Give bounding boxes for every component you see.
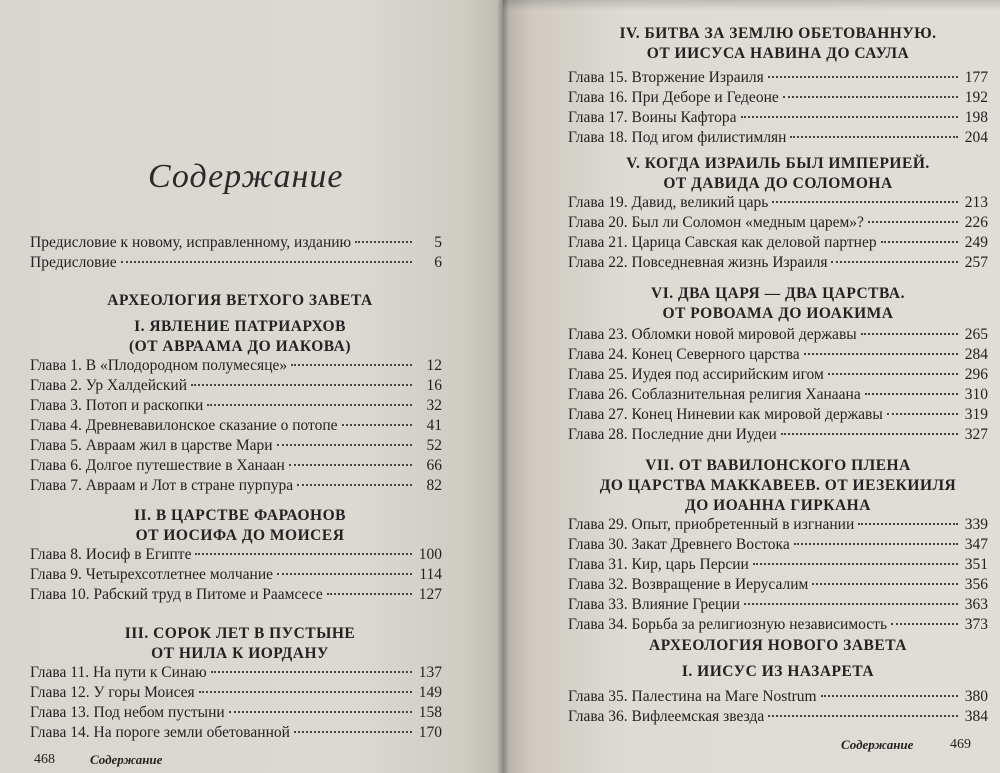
toc-entry-page: 249 <box>964 234 988 251</box>
toc-entry-title: Глава 23. Обломки новой мировой державы <box>568 326 857 343</box>
toc-entry <box>568 555 988 575</box>
toc-leader-dots <box>781 433 958 435</box>
toc-entry-page: 351 <box>964 556 988 573</box>
toc-leader-dots <box>342 424 412 426</box>
toc-entry-title: Глава 30. Закат Древнего Востока <box>568 536 790 553</box>
toc-leader-dots <box>355 241 412 243</box>
section-heading: V. КОГДА ИЗРАИЛЬ БЫЛ ИМПЕРИЕЙ. <box>626 155 930 172</box>
toc-entry <box>568 575 988 595</box>
toc-leader-dots <box>294 731 412 733</box>
toc-entry-page: 310 <box>964 386 988 403</box>
toc-leader-dots <box>297 484 412 486</box>
section-heading: ОТ РОВОАМА ДО ИОАКИМА <box>662 305 894 322</box>
toc-entry <box>568 595 988 615</box>
toc-leader-dots <box>277 573 412 575</box>
toc-entry <box>568 425 988 445</box>
toc-entry-page: 198 <box>964 109 988 126</box>
toc-entry <box>568 365 988 385</box>
toc-entry-page: 384 <box>964 708 988 725</box>
toc-leader-dots <box>790 136 958 138</box>
toc-entry <box>30 723 442 743</box>
toc-leader-dots <box>812 583 958 585</box>
toc-entry <box>568 345 988 365</box>
toc-leader-dots <box>191 384 412 386</box>
toc-entry-page: 41 <box>426 417 442 434</box>
toc-entry <box>30 356 442 376</box>
toc-entry <box>568 88 988 108</box>
toc-entry <box>568 325 988 345</box>
toc-leader-dots <box>772 201 958 203</box>
toc-entry-page: 380 <box>964 688 988 705</box>
toc-entry-page: 12 <box>426 357 442 374</box>
toc-entry-title: Глава 25. Иудея под ассирийским игом <box>568 366 824 383</box>
toc-leader-dots <box>831 261 958 263</box>
toc-entry-title: Глава 18. Под игом филистимлян <box>568 129 787 146</box>
section-heading: ДО ЦАРСТВА МАККАВЕЕВ. ОТ ИЕЗЕКИИЛЯ <box>599 477 957 494</box>
toc-entry-title: Глава 36. Вифлеемская звезда <box>568 708 765 725</box>
toc-leader-dots <box>195 553 412 555</box>
toc-entry-title: Глава 11. На пути к Синаю <box>30 664 207 681</box>
toc-entry-title: Глава 12. У горы Моисея <box>30 684 195 701</box>
toc-entry <box>568 385 988 405</box>
toc-leader-dots <box>768 715 958 717</box>
toc-leader-dots <box>858 523 958 525</box>
toc-entry-title: Глава 21. Царица Савская как деловой партнер <box>568 234 877 251</box>
toc-entry-page: 319 <box>964 406 988 423</box>
toc-entry-title: Глава 28. Последние дни Иудеи <box>568 426 777 443</box>
right-page <box>503 0 1000 773</box>
toc-entry-title: Глава 20. Был ли Соломон «медным царем»? <box>568 214 864 231</box>
toc-entry-page: 52 <box>426 437 442 454</box>
page-number-right: 469 <box>950 737 971 752</box>
toc-leader-dots <box>887 413 958 415</box>
toc-entry-page: 339 <box>964 516 988 533</box>
toc-leader-dots <box>207 404 412 406</box>
toc-entry-title: Глава 7. Авраам и Лот в стране пурпура <box>30 477 294 494</box>
toc-leader-dots <box>327 593 412 595</box>
toc-entry-page: 16 <box>426 377 442 394</box>
book-gutter <box>497 0 509 773</box>
toc-entry <box>568 128 988 148</box>
section-heading: ОТ ИОСИФА ДО МОИСЕЯ <box>135 527 345 544</box>
toc-entry <box>30 396 442 416</box>
toc-entry-title: Глава 29. Опыт, приобретенный в изгнании <box>568 516 855 533</box>
toc-entry-page: 114 <box>419 566 442 583</box>
toc-entry-page: 327 <box>964 426 988 443</box>
toc-entry-page: 284 <box>964 346 988 363</box>
toc-entry-title: Глава 15. Вторжение Израиля <box>568 69 764 86</box>
toc-entry-title: Глава 32. Возвращение в Иерусалим <box>568 576 809 593</box>
section-heading: IV. БИТВА ЗА ЗЕМЛЮ ОБЕТОВАННУЮ. <box>619 25 937 42</box>
toc-leader-dots <box>768 76 958 78</box>
toc-entry <box>30 416 442 436</box>
toc-leader-dots <box>804 353 958 355</box>
toc-entry-title: Глава 14. На пороге земли обетованной <box>30 724 290 741</box>
toc-leader-dots <box>794 543 958 545</box>
running-title-text: Содержание <box>841 737 914 752</box>
toc-entry-page: 100 <box>418 546 442 563</box>
toc-leader-dots <box>211 671 412 673</box>
toc-entry-page: 32 <box>426 397 442 414</box>
toc-leader-dots <box>277 444 412 446</box>
toc-entry <box>568 68 988 88</box>
toc-leader-dots <box>121 261 412 263</box>
toc-leader-dots <box>783 96 958 98</box>
toc-entry-title: Глава 4. Древневавилонское сказание о потопе <box>30 417 338 434</box>
toc-leader-dots <box>199 691 412 693</box>
toc-entry-page: 192 <box>964 89 988 106</box>
toc-leader-dots <box>744 603 958 605</box>
toc-entry-page: 356 <box>964 576 988 593</box>
toc-entry <box>568 233 988 253</box>
toc-entry <box>30 233 442 253</box>
toc-leader-dots <box>821 695 958 697</box>
toc-leader-dots <box>753 563 958 565</box>
section-heading: VII. ОТ ВАВИЛОНСКОГО ПЛЕНА <box>645 457 911 474</box>
toc-entry-title: Глава 5. Авраам жил в царстве Мари <box>30 437 273 454</box>
toc-entry-title: Глава 31. Кир, царь Персии <box>568 556 749 573</box>
toc-entry-title: Глава 13. Под небом пустыни <box>30 704 225 721</box>
toc-entry <box>568 253 988 273</box>
toc-leader-dots <box>865 393 958 395</box>
toc-entry-title: Глава 1. В «Плодородном полумесяце» <box>30 357 288 374</box>
toc-leader-dots <box>891 623 958 625</box>
toc-entry <box>568 213 988 233</box>
section-heading: ДО ИОАННА ГИРКАНА <box>685 497 871 514</box>
toc-entry <box>30 476 442 496</box>
toc-entry <box>568 707 988 727</box>
toc-entry <box>568 405 988 425</box>
toc-entry-title: Глава 26. Соблазнительная религия Ханаана <box>568 386 861 403</box>
toc-entry-title: Глава 8. Иосиф в Египте <box>30 546 192 563</box>
toc-entry-title: Предисловие к новому, исправленному, изданию <box>30 234 352 251</box>
toc-entry-page: 137 <box>418 664 442 681</box>
toc-leader-dots <box>881 241 958 243</box>
toc-entry <box>30 585 442 605</box>
section-heading: III. СОРОК ЛЕТ В ПУСТЫНЕ <box>124 625 356 642</box>
toc-entry-page: 5 <box>434 234 442 251</box>
toc-leader-dots <box>289 464 412 466</box>
toc-entry <box>568 108 988 128</box>
section-heading: ОТ ИИСУСА НАВИНА ДО САУЛА <box>646 45 910 62</box>
toc-entry-page: 213 <box>964 194 988 211</box>
toc-entry-page: 363 <box>964 596 988 613</box>
toc-entry-title: Глава 17. Воины Кафтора <box>568 109 737 126</box>
toc-entry-page: 265 <box>964 326 988 343</box>
toc-entry-page: 296 <box>964 366 988 383</box>
section-heading: ОТ ДАВИДА ДО СОЛОМОНА <box>663 175 893 192</box>
toc-entry <box>30 456 442 476</box>
toc-entry-page: 127 <box>418 586 442 603</box>
toc-entry-title: Глава 33. Влияние Греции <box>568 596 740 613</box>
toc-leader-dots <box>861 333 958 335</box>
toc-entry <box>30 565 442 585</box>
toc-entry-title: Глава 34. Борьба за религиозную независимость <box>568 616 888 633</box>
toc-entry-page: 177 <box>964 69 988 86</box>
toc-entry-page: 158 <box>418 704 442 721</box>
toc-leader-dots <box>828 373 958 375</box>
toc-entry-page: 347 <box>964 536 988 553</box>
toc-leader-dots <box>291 364 412 366</box>
toc-entry-title: Глава 19. Давид, великий царь <box>568 194 769 211</box>
toc-entry <box>30 683 442 703</box>
toc-entry <box>568 535 988 555</box>
toc-entry-title: Глава 10. Рабский труд в Питоме и Раамсесе <box>30 586 323 603</box>
toc-entry-title: Глава 24. Конец Северного царства <box>568 346 800 363</box>
section-heading: АРХЕОЛОГИЯ НОВОГО ЗАВЕТА <box>649 637 907 654</box>
section-heading: ОТ НИЛА К ИОРДАНУ <box>151 645 329 662</box>
contents-title: Содержание <box>148 158 344 195</box>
toc-leader-dots <box>741 116 958 118</box>
section-heading: АРХЕОЛОГИЯ ВЕТХОГО ЗАВЕТА <box>107 292 373 309</box>
toc-entry-title: Глава 27. Конец Ниневии как мировой державы <box>568 406 883 423</box>
section-heading: VI. ДВА ЦАРЯ — ДВА ЦАРСТВА. <box>651 285 905 302</box>
toc-entry-title: Глава 35. Палестина на Маге Nostrum <box>568 688 817 705</box>
toc-entry-page: 82 <box>426 477 442 494</box>
toc-entry-page: 226 <box>964 214 988 231</box>
section-heading: I. ИИСУС ИЗ НАЗАРЕТА <box>681 663 875 680</box>
toc-entry-page: 257 <box>964 254 988 271</box>
toc-entry-title: Предисловие <box>30 254 117 271</box>
toc-entry <box>30 663 442 683</box>
toc-entry <box>30 703 442 723</box>
section-heading: II. В ЦАРСТВЕ ФАРАОНОВ <box>134 507 346 524</box>
toc-entry-page: 66 <box>426 457 442 474</box>
running-title-text: Содержание <box>90 752 163 767</box>
running-title-right <box>841 737 913 754</box>
toc-entry-title: Глава 9. Четырехсотлетнее молчание <box>30 566 274 583</box>
section-heading: I. ЯВЛЕНИЕ ПАТРИАРХОВ <box>134 318 346 335</box>
toc-entry <box>30 253 442 273</box>
toc-entry <box>30 436 442 456</box>
toc-entry-title: Глава 2. Ур Халдейский <box>30 377 188 394</box>
toc-entry <box>568 615 988 635</box>
toc-entry-title: Глава 3. Потоп и раскопки <box>30 397 204 414</box>
toc-entry <box>30 376 442 396</box>
toc-entry-title: Глава 6. Долгое путешествие в Ханаан <box>30 457 285 474</box>
toc-entry <box>568 193 988 213</box>
toc-entry-title: Глава 22. Повседневная жизнь Израиля <box>568 254 828 271</box>
toc-leader-dots <box>868 221 958 223</box>
toc-entry-page: 204 <box>964 129 988 146</box>
section-heading: (ОТ АВРААМА ДО ИАКОВА) <box>128 338 351 355</box>
toc-entry-page: 149 <box>418 684 442 701</box>
toc-entry <box>568 687 988 707</box>
toc-entry <box>30 545 442 565</box>
toc-entry-page: 6 <box>434 254 442 271</box>
toc-entry <box>568 515 988 535</box>
toc-leader-dots <box>229 711 412 713</box>
toc-entry-page: 373 <box>964 616 988 633</box>
page-shadow <box>503 0 1000 10</box>
toc-entry-title: Глава 16. При Деборе и Гедеоне <box>568 89 779 106</box>
running-title-left <box>90 752 162 769</box>
page-number-left: 468 <box>34 752 55 767</box>
toc-entry-page: 170 <box>418 724 442 741</box>
